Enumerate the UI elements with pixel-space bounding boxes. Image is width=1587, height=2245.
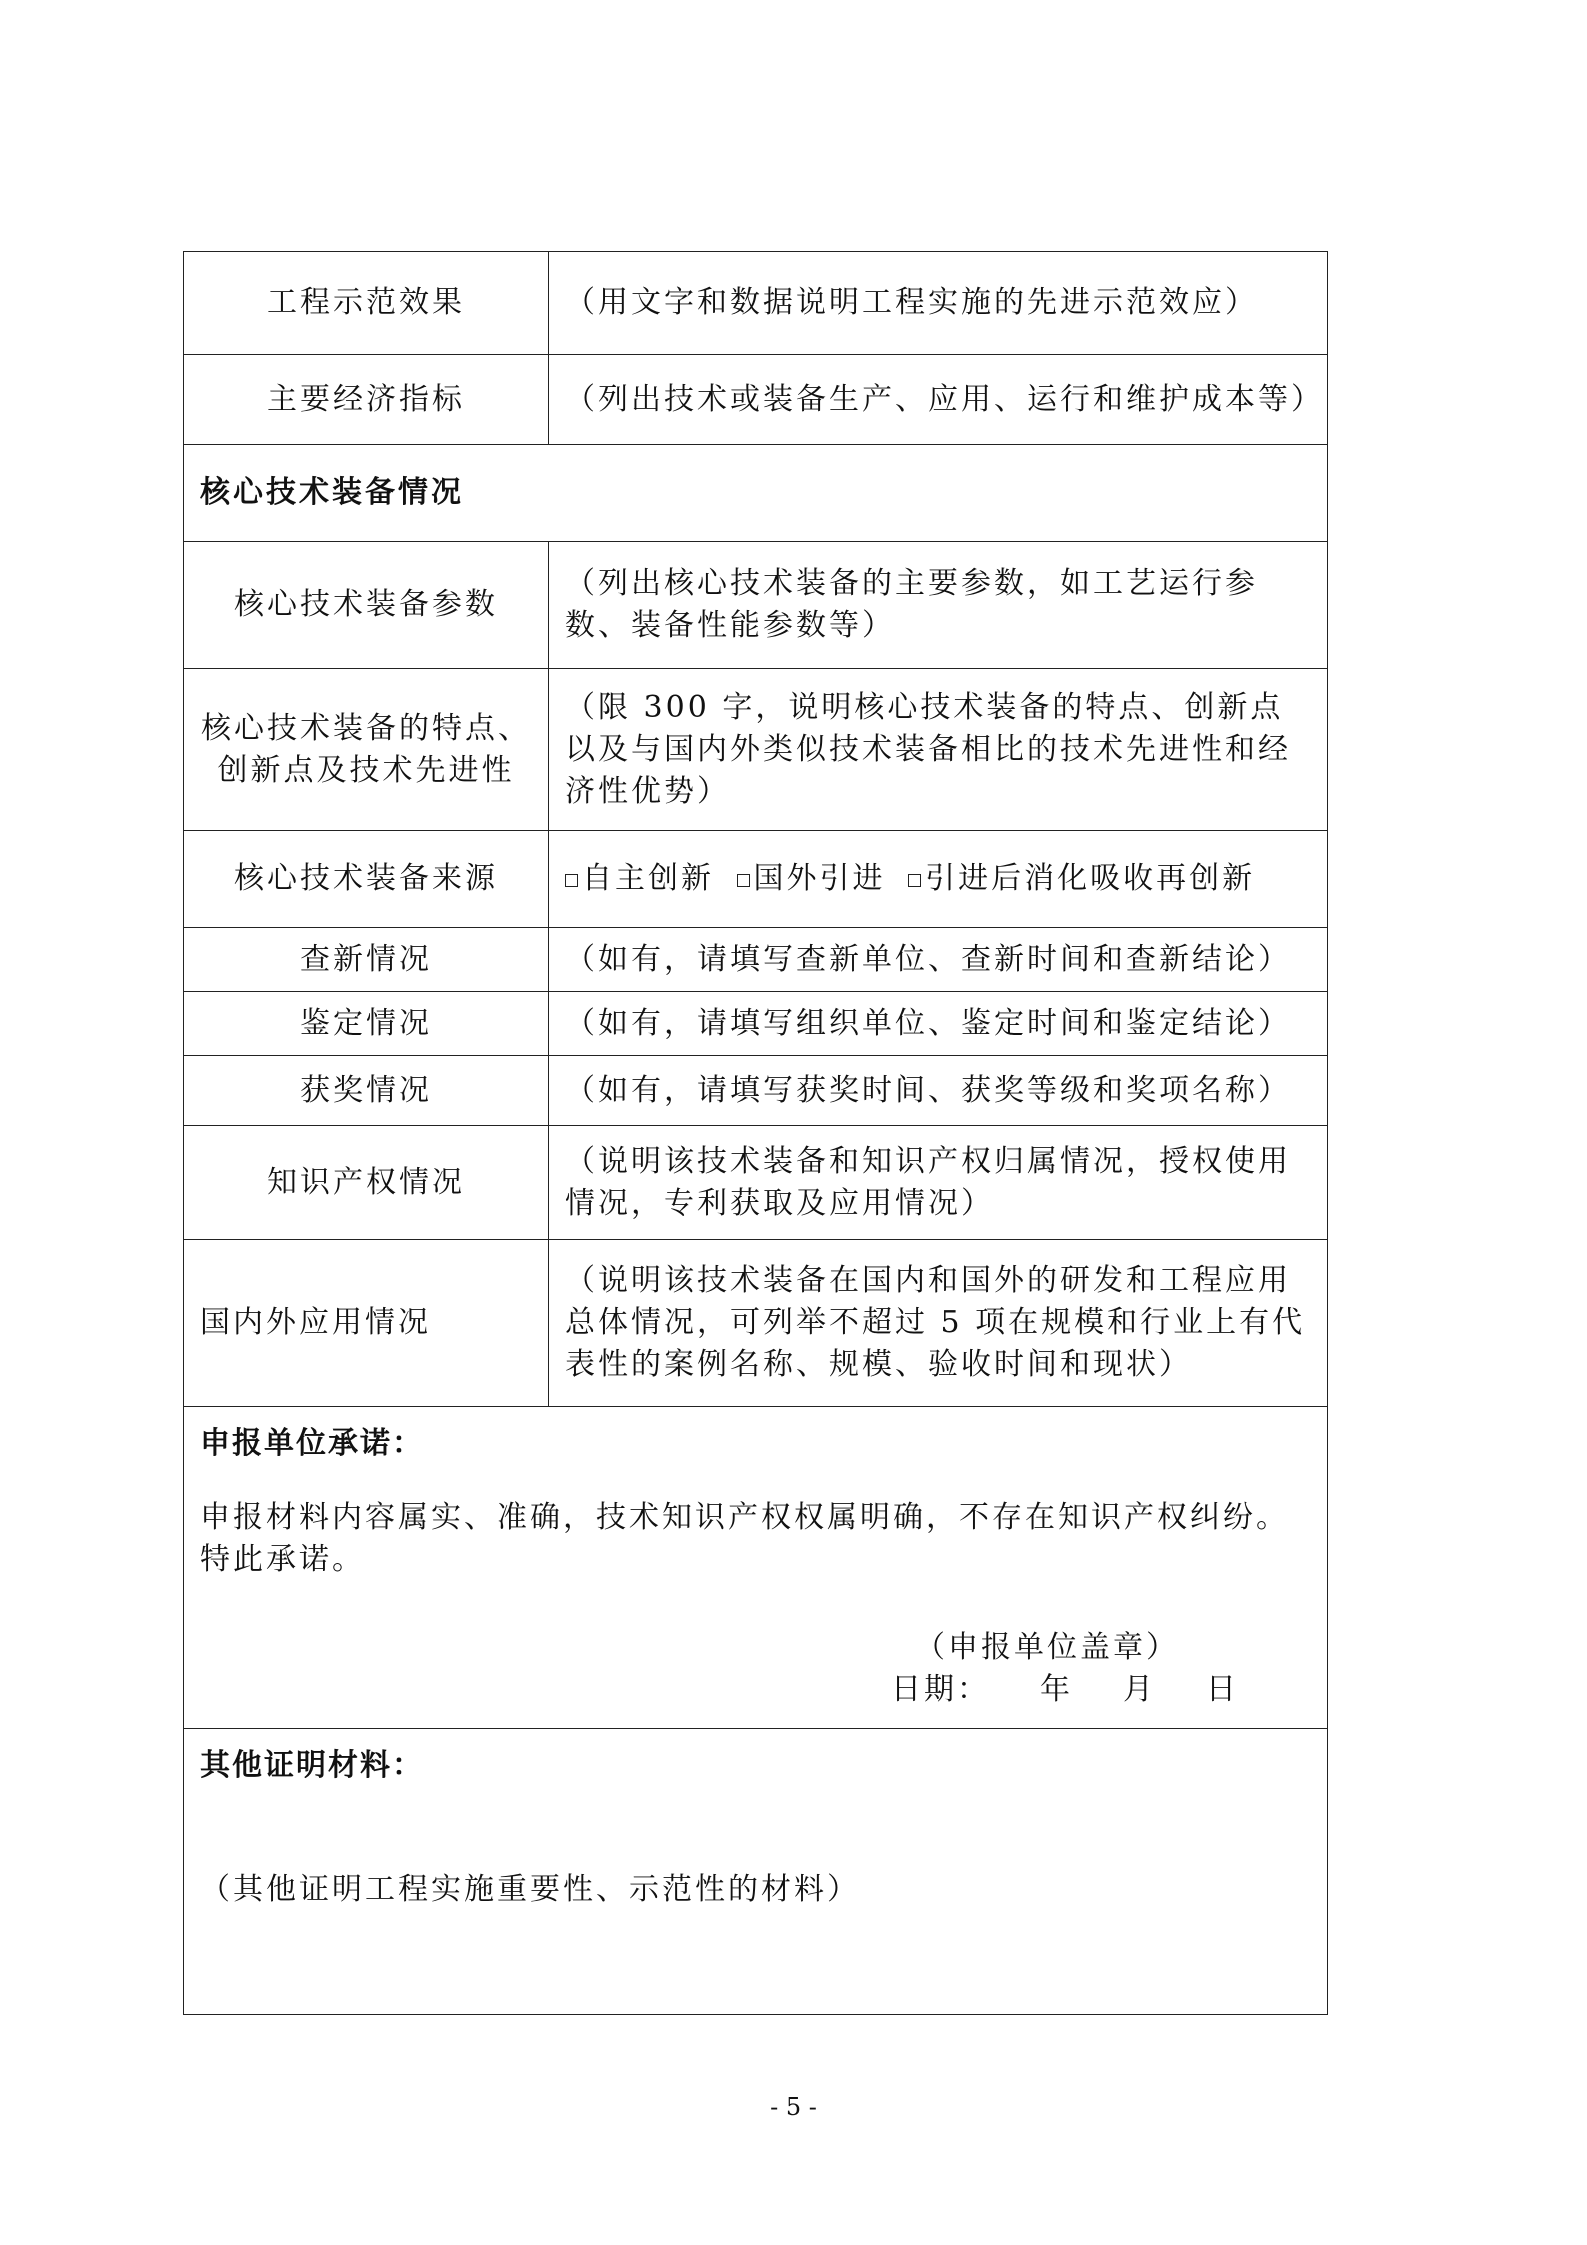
demo-effect-desc[interactable]: （用文字和数据说明工程实施的先进示范效应） (549, 252, 1328, 355)
promise-cell (184, 1407, 1328, 1729)
promise-line1: 申报材料内容属实、准确，技术知识产权权属明确，不存在知识产权纠纷。 (200, 1500, 1289, 1535)
checkbox-icon[interactable] (565, 874, 578, 887)
checkbox-icon[interactable] (737, 874, 750, 887)
awards-label: 获奖情况 (184, 1056, 549, 1126)
demo-effect-label: 工程示范效果 (184, 252, 549, 355)
row-other (184, 1729, 1328, 2015)
application-desc[interactable]: （说明该技术装备在国内和国外的研发和工程应用总体情况，可列举不超过 5 项在规模和行业上有代表性的案例名称、规模、验收时间和现状） (549, 1240, 1328, 1407)
other-cell (184, 1729, 1328, 2015)
promise-title: 申报单位承诺： (200, 1426, 424, 1461)
checkbox-icon[interactable] (908, 874, 921, 887)
ip-label: 知识产权情况 (184, 1126, 549, 1240)
core-features-label-line2: 创新点及技术先进性 (217, 752, 515, 788)
row-core-params (184, 542, 1328, 669)
core-section-heading: 核心技术装备情况 (184, 445, 1328, 542)
row-novelty (184, 928, 1328, 992)
source-option-reinnovation-label: 引进后消化吸收再创新 (925, 861, 1256, 896)
row-core-features (184, 669, 1328, 831)
appraisal-label: 鉴定情况 (184, 992, 549, 1056)
novelty-label: 查新情况 (184, 928, 549, 992)
core-features-desc[interactable]: （限 300 字，说明核心技术装备的特点、创新点以及与国内外类似技术装备相比的技术先进性和经济性优势） (549, 669, 1328, 831)
appraisal-desc[interactable]: （如有，请填写组织单位、鉴定时间和鉴定结论） (549, 992, 1328, 1056)
row-core-source (184, 831, 1328, 928)
application-label: 国内外应用情况 (184, 1240, 549, 1407)
source-option-imported[interactable] (737, 861, 886, 896)
row-application (184, 1240, 1328, 1407)
core-source-label: 核心技术装备来源 (184, 831, 549, 928)
row-promise (184, 1407, 1328, 1729)
ip-desc[interactable]: （说明该技术装备和知识产权归属情况，授权使用情况，专利获取及应用情况） (549, 1126, 1328, 1240)
application-form-table (183, 251, 1328, 2015)
core-features-label (184, 669, 549, 831)
awards-desc[interactable]: （如有，请填写获奖时间、获奖等级和奖项名称） (549, 1056, 1328, 1126)
page-number: - 5 - (770, 2093, 817, 2121)
source-option-independent[interactable] (565, 861, 714, 896)
row-awards (184, 1056, 1328, 1126)
row-appraisal (184, 992, 1328, 1056)
core-params-label: 核心技术装备参数 (184, 542, 549, 669)
promise-seal: （申报单位盖章） (915, 1630, 1179, 1665)
economic-label: 主要经济指标 (184, 355, 549, 445)
date-month: 月 (1123, 1672, 1156, 1707)
promise-line2: 特此承诺。 (200, 1542, 365, 1577)
other-title: 其他证明材料： (200, 1748, 424, 1783)
novelty-desc[interactable]: （如有，请填写查新单位、查新时间和查新结论） (549, 928, 1328, 992)
core-features-label-line1: 核心技术装备的特点、 (201, 710, 531, 746)
row-ip (184, 1126, 1328, 1240)
source-option-imported-label: 国外引进 (753, 861, 886, 896)
source-option-independent-label: 自主创新 (582, 861, 714, 896)
core-source-options (549, 831, 1328, 928)
row-core-section (184, 445, 1328, 542)
economic-desc[interactable]: （列出技术或装备生产、应用、运行和维护成本等） (549, 355, 1328, 445)
promise-date (200, 1669, 1311, 1711)
source-option-reinnovation[interactable] (908, 861, 1255, 896)
date-year: 年 (1040, 1672, 1073, 1707)
row-demo-effect (184, 252, 1328, 355)
other-desc[interactable]: （其他证明工程实施重要性、示范性的材料） (200, 1872, 860, 1907)
row-economic (184, 355, 1328, 445)
date-day: 日 (1206, 1672, 1239, 1707)
core-params-desc[interactable]: （列出核心技术装备的主要参数，如工艺运行参数、装备性能参数等） (549, 542, 1328, 669)
date-label: 日期： (891, 1672, 990, 1707)
